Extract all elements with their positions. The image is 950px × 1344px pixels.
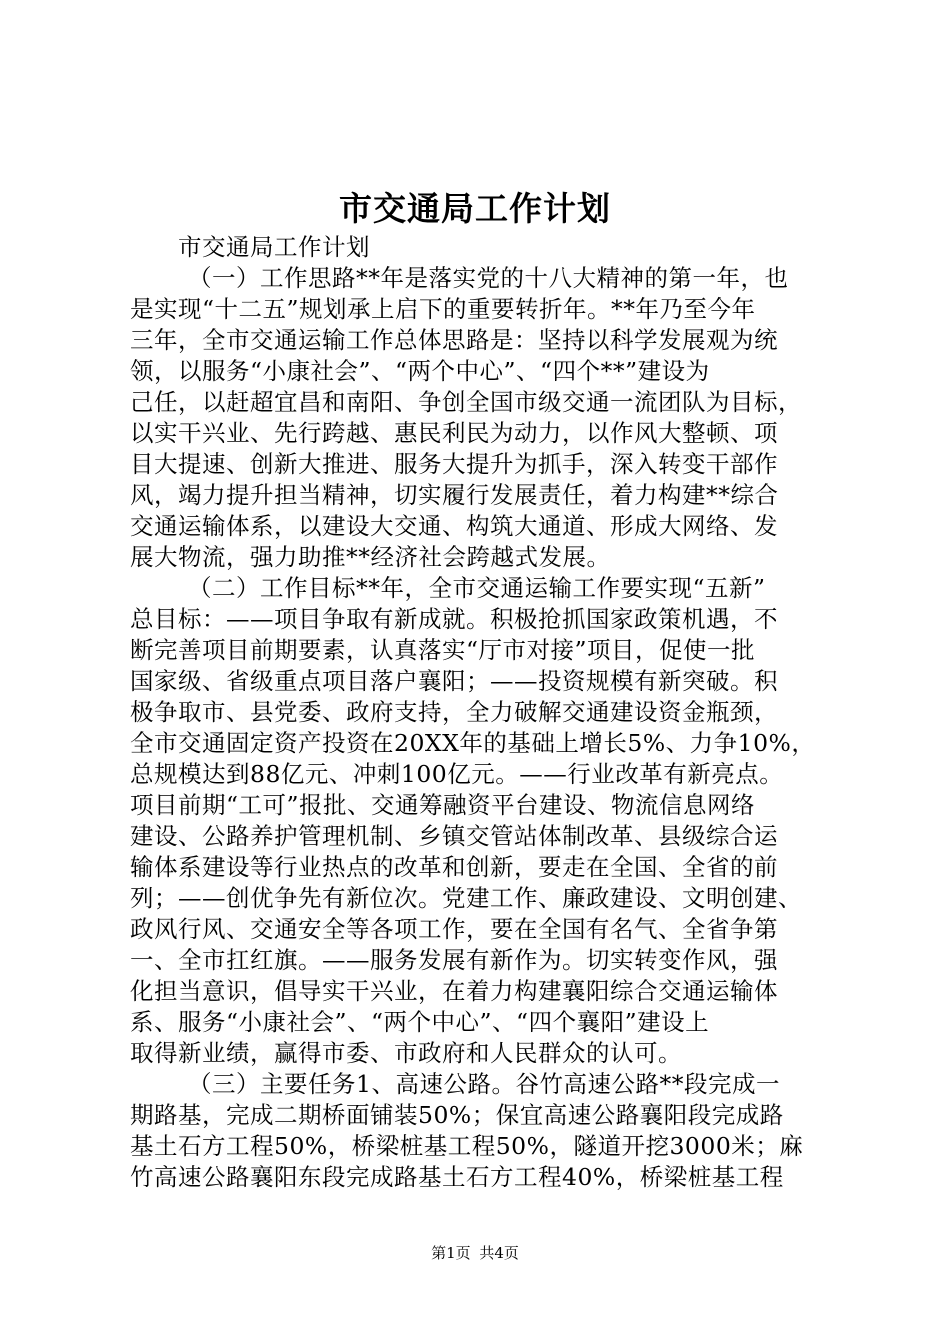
paragraph-line: 系、服务“小康社会”、“两个中心”、“四个襄阳”建设上 <box>130 1008 710 1036</box>
subtitle-line: 市交通局工作计划 <box>178 233 370 261</box>
paragraph-line: 基土石方工程50%，桥梁桩基工程50%，隧道开挖3000米；麻 <box>130 1132 804 1160</box>
paragraph-line: 以实干兴业、先行跨越、惠民利民为动力，以作风大整顿、项 <box>130 419 778 447</box>
paragraph-line: 建设、公路养护管理机制、乡镇交管站体制改革、县级综合运 <box>130 822 778 850</box>
paragraph-line: 己任，以赶超宜昌和南阳、争创全国市级交通一流团队为目标， <box>130 388 802 416</box>
paragraph-line: （一）工作思路**年是落实党的十八大精神的第一年，也 <box>188 264 789 292</box>
paragraph-line: 项目前期“工可”报批、交通筹融资平台建设、物流信息网络 <box>130 791 756 819</box>
document-body <box>130 232 832 1193</box>
document-title: 市交通局工作计划 <box>339 189 611 228</box>
paragraph-line: 期路基，完成二期桥面铺装50%；保宜高速公路襄阳段完成路 <box>130 1101 784 1129</box>
paragraph-line: 化担当意识，倡导实干兴业，在着力构建襄阳综合交通运输体 <box>130 977 778 1005</box>
paragraph-line: （三）主要任务1、高速公路。谷竹高速公路**段完成一 <box>188 1070 780 1098</box>
page-total: 共4页 <box>479 1244 519 1262</box>
paragraph-line: 目大提速、创新大推进、服务大提升为抓手，深入转变干部作 <box>130 450 778 478</box>
paragraph-line: 一、全市扛红旗。——服务发展有新作为。切实转变作风，强 <box>130 946 778 974</box>
paragraph-line: 输体系建设等行业热点的改革和创新，要走在全国、全省的前 <box>130 853 778 881</box>
paragraph-line: 政风行风、交通安全等各项工作，要在全国有名气、全省争第 <box>130 915 778 943</box>
paragraph-line: 风，竭力提升担当精神，切实履行发展责任，着力构建**综合 <box>130 481 779 509</box>
paragraph-line: 是实现“十二五”规划承上启下的重要转折年。**年乃至今年 <box>130 295 756 323</box>
paragraph-line: 三年，全市交通运输工作总体思路是：坚持以科学发展观为统 <box>130 326 778 354</box>
paragraph-line: 展大物流，强力助推**经济社会跨越式发展。 <box>130 543 611 571</box>
paragraph-line: 极争取市、县党委、政府支持，全力破解交通建设资金瓶颈， <box>130 698 778 726</box>
paragraph-line: 总目标：——项目争取有新成就。积极抢抓国家政策机遇，不 <box>130 605 778 633</box>
paragraph-line: 全市交通固定资产投资在20XX年的基础上增长5%、力争10%， <box>130 729 816 757</box>
paragraph-line: 断完善项目前期要素，认真落实“厅市对接”项目，促使一批 <box>130 636 756 664</box>
paragraph-line: 国家级、省级重点项目落户襄阳；——投资规模有新突破。积 <box>130 667 778 695</box>
paragraph-line: （二）工作目标**年，全市交通运输工作要实现“五新” <box>188 574 766 602</box>
paragraph-line: 交通运输体系，以建设大交通、构筑大通道、形成大网络、发 <box>130 512 778 540</box>
paragraph-line: 竹高速公路襄阳东段完成路基土石方工程40%，桥梁桩基工程 <box>130 1163 784 1191</box>
paragraph-line: 取得新业绩，赢得市委、市政府和人民群众的认可。 <box>130 1039 682 1067</box>
paragraph-line: 列；——创优争先有新位次。党建工作、廉政建设、文明创建、 <box>130 884 802 912</box>
page-number: 第1页 <box>431 1244 471 1262</box>
page-footer <box>0 1243 950 1263</box>
paragraph-line: 领，以服务“小康社会”、“两个中心”、“四个**”建设为 <box>130 357 710 385</box>
paragraph-line: 总规模达到88亿元、冲刺100亿元。——行业改革有新亮点。 <box>130 760 784 788</box>
